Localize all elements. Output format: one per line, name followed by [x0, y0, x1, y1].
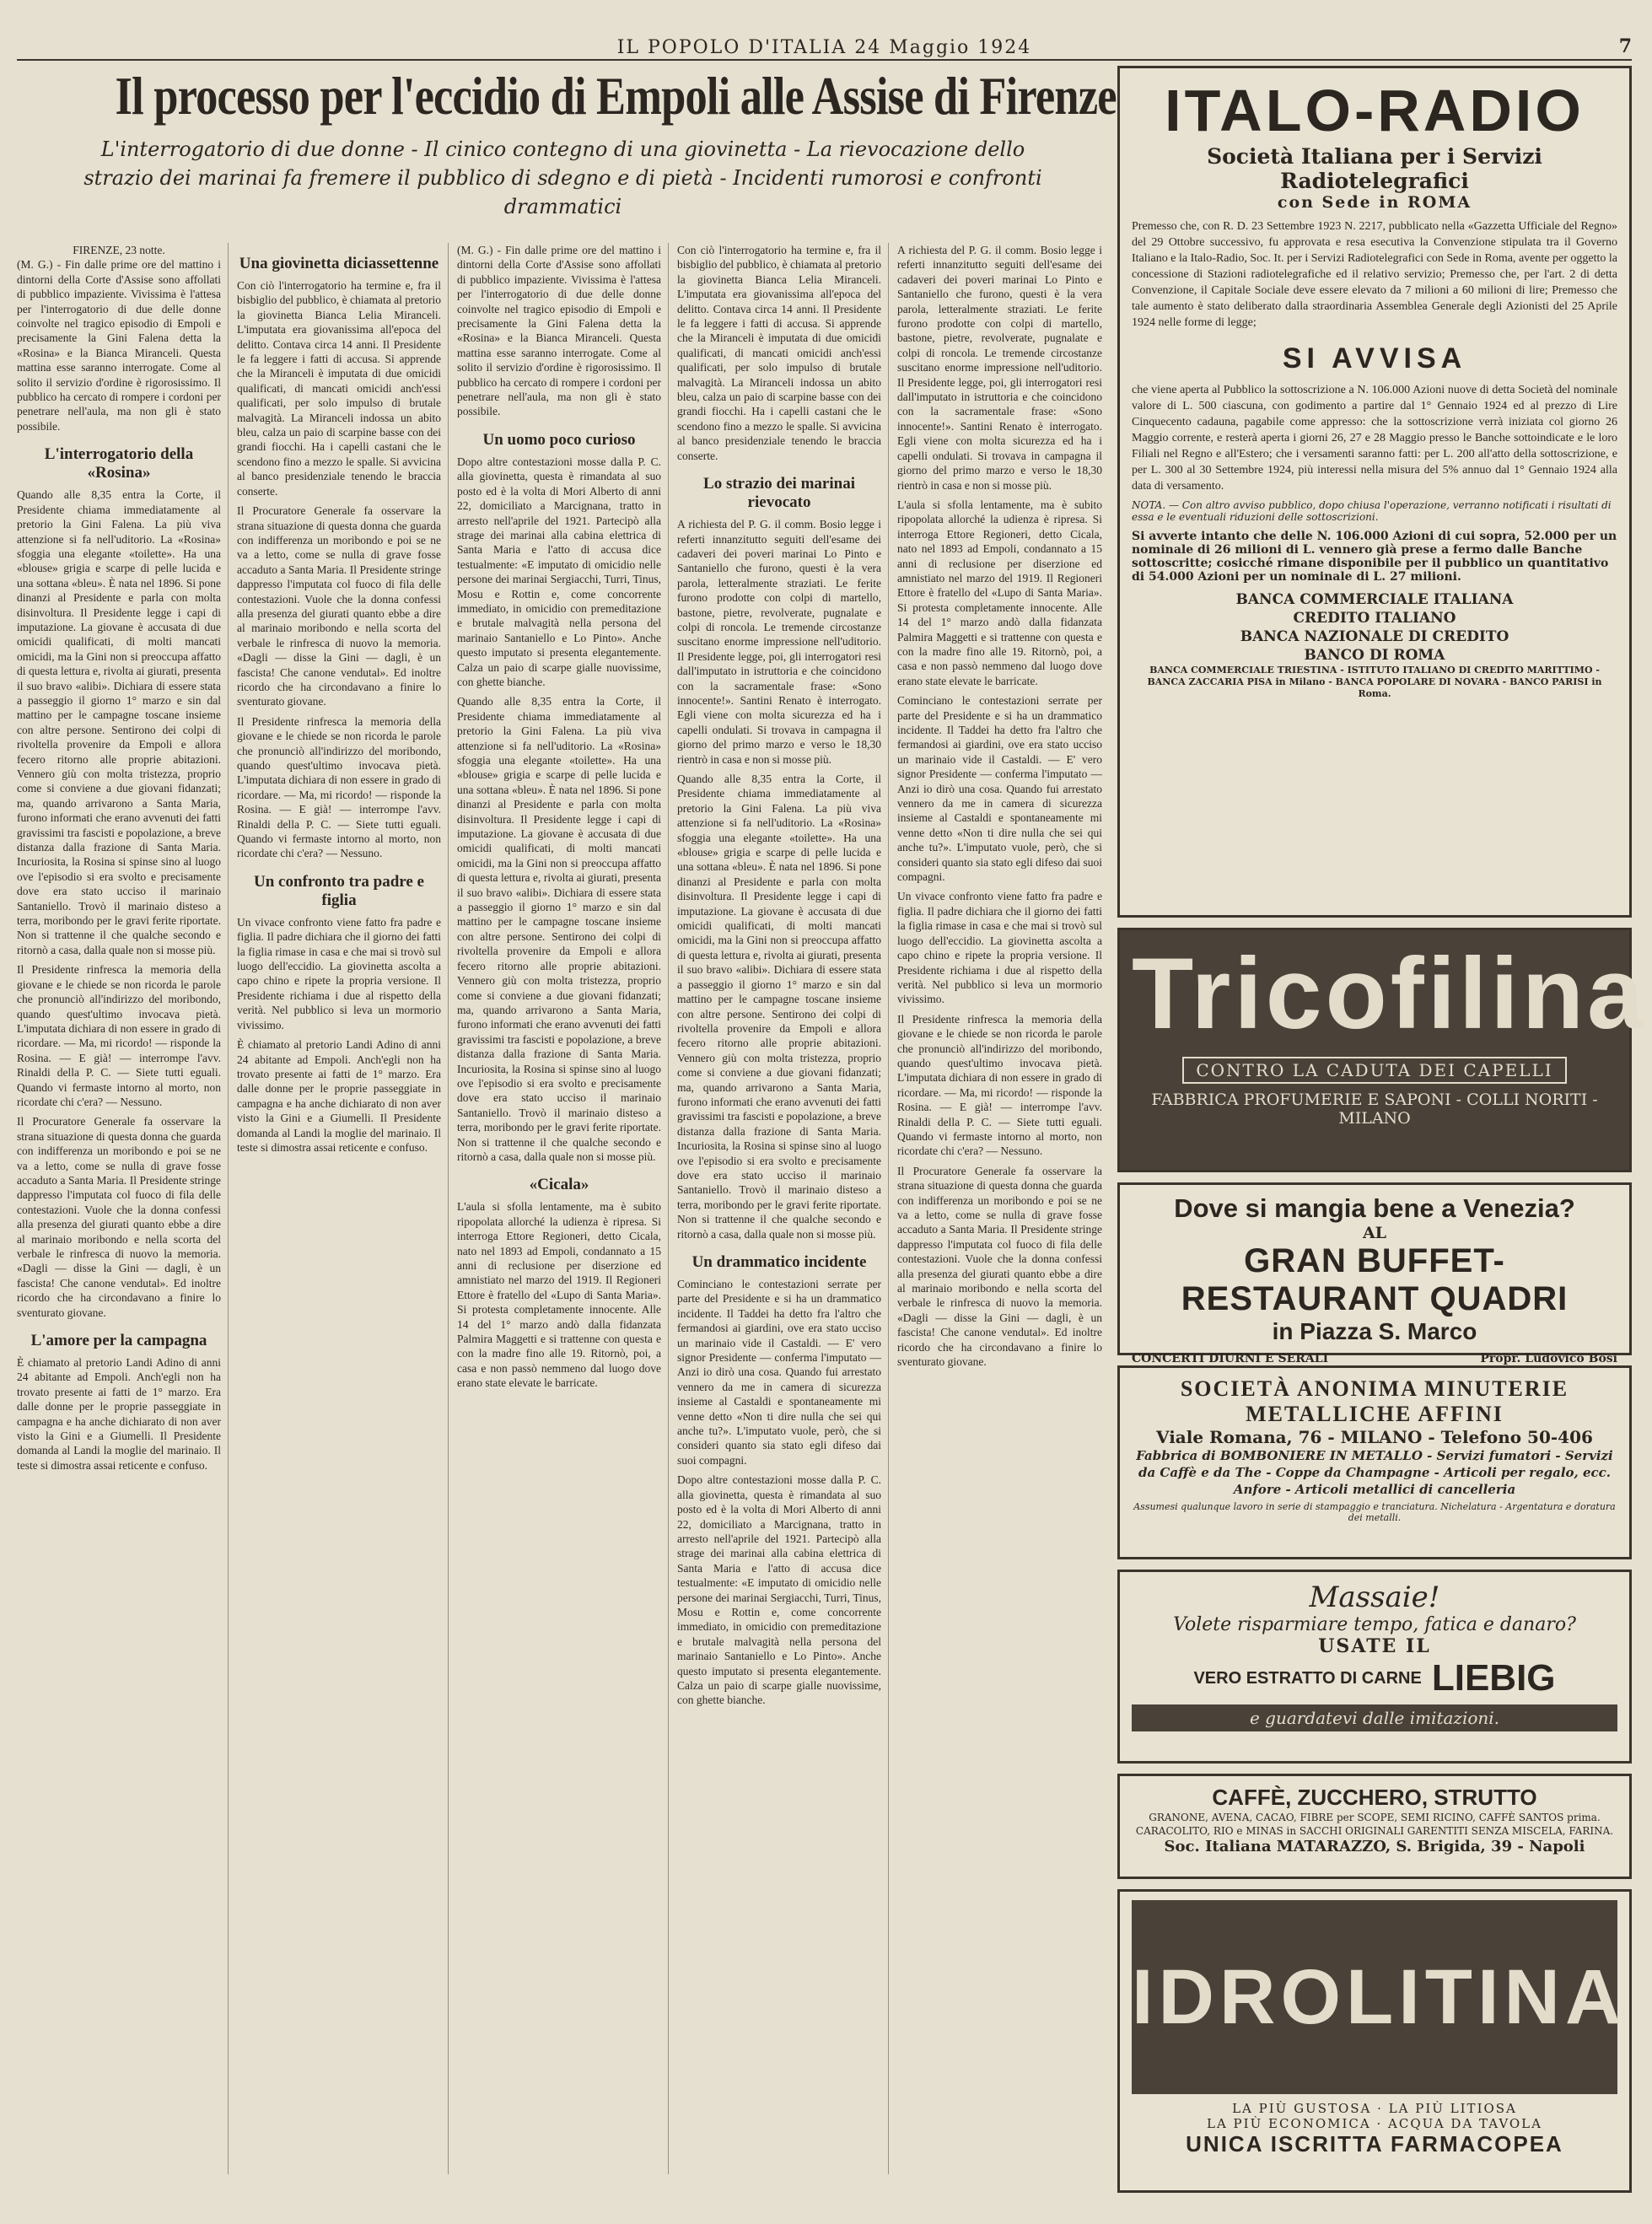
ad-liebig: [1117, 1570, 1632, 1764]
article-paragraph: Un vivace confronto viene fatto fra padre e figlia. Il padre dichiara che il giorno dei fatti la figlia rimase in casa e che mai si trovò sul luogo dell'eccidio. La giovinetta ascolta a capo chino e ripete la propria versione. Il Presidente richiama i due al rispetto della verità. Nel pubblico si leva un mormorio vivissimo.: [897, 890, 1102, 1006]
ad-title: CAFFÈ, ZUCCHERO, STRUTTO: [1212, 1785, 1537, 1810]
article-paragraph: Dopo altre contestazioni mosse dalla P. C. alla giovinetta, questa è rimandata al suo posto ed è la volta di Mori Alberto di anni 22, domiciliato a Marcignana, tratto in arresto nell'aprile del 1921. Partecipò alla strage dei marinai alla cabina elettrica di Santa Maria e l'atto di accusa dice testualmente: «E imputato di omicidio nelle persone dei marinai Sergiacchi, Turri, Tinus, Mosu e Rottin e, come concorrente immediato, in omicidio con premeditazione e brutale malvagità nella persona del marinaio Santaniello e Lo Pinto». Anche questo imputato si presenta elegantemente. Calza un paio di scarpe gialle nuovissime, con ghette bianche.: [677, 1473, 881, 1707]
section-title: Un confronto tra padre e figlia: [254, 872, 424, 909]
article-paragraph: Un vivace confronto viene fatto fra padre e figlia. Il padre dichiara che il giorno dei fatti la figlia rimase in casa e che mai si trovò sul luogo dell'eccidio. La giovinetta ascolta a capo chino e ripete la propria versione. Il Presidente richiama i due al rispetto della verità. Nel pubblico si leva un mormorio vivissimo.: [237, 915, 441, 1031]
ad-avvisa: SI AVVISA: [1282, 342, 1467, 374]
ad-brand: LIEBIG: [1431, 1657, 1556, 1699]
advertisements-column: [1117, 66, 1647, 2200]
article-paragraph: Il Presidente rinfresca la memoria della giovane e le chiede se non ricorda le parole che pronunciò all'indirizzo del moribondo, quando quest'ultimo invocava pietà. L'imputata dichiara di non essere in grado di ricordare. — Ma, mi ricordo! — risponde la Rosina. — E già! — interrompe l'avv. Rinaldi della P. C. — Siete tutti eguali. Quando vi fermaste intorno al morto, non ricordate chi c'era? — Nessuno.: [17, 963, 221, 1108]
ad-company-name: SOCIETÀ ANONIMA MINUTERIE METALLICHE AFFINI: [1180, 1376, 1569, 1426]
ad-quadri: [1117, 1182, 1632, 1365]
article-paragraph: È chiamato al pretorio Landi Adino di anni 24 abitante ad Empoli. Anch'egli non ha trovato presente ai fatti de 1° marzo. Era dalle donne per le proprie passeggiate in campagna e ha anche dichiarato di non aver visto la Gini e a Giumelli. Il Presidente domanda al Landi la moglie del marinaio. Il teste si dimostra assai reticente e confuso.: [237, 1038, 441, 1154]
ad-body: Premesso che, con R. D. 23 Settembre 1923 N. 2217, pubblicato nella «Gazzetta Ufficiale del Regno» del 29 Ottobre successivo, fu approvata e resa esecutiva la Convenzione stipulata tra il Governo Italiano e la Italo-Radio, Soc. It. per i Servizi Radiotelegrafici con Sede in Roma, avente per oggetto la concessione di Stazioni radiotelegrafiche ed il relativo servizio; Premesso che, per l'art. 2 di detta Convenzione, il Capitale Sociale deve essere elevato da 7 milioni a 60 milioni di lire; Premesso che tale aumento è stato deliberato dalla straordinaria Assemblea Generale degli Azionisti del 25 Aprile 1924 nelle forme di legge;: [1132, 220, 1617, 329]
ad-body: GRANONE, AVENA, CACAO, FIBRE per SCOPE, SEMI RICINO, CAFFÈ SANTOS prima. CARACOLITO, RIO e MINAS in SACCHI ORIGINALI GARENTITI SENZA MISCELA, FARINA.: [1135, 1812, 1614, 1837]
ad-subtitle: Società Italiana per i Servizi Radiotelegrafici: [1207, 144, 1542, 193]
page-number: 7: [1618, 35, 1632, 57]
article-paragraph: L'aula si sfolla lentamente, ma è subito ripopolata allorché la udienza è ripresa. Si interroga Ettore Regioneri, detto Cicala, nato nel 1893 ad Empoli, condannato a 15 anni di reclusione per diserzione ed amnistiato nel marzo del 1919. Il Regioneri Ettore è fratello del «Lupo di Santa Maria». Si protesta completamente innocente. Alle 14 del 1° marzo andò dalla fidanzata Palmira Maggetti e si trattenne con questa e con la madre fino alle 19. Ritornò, poi, a casa e non passò nemmeno dal luogo dove erano state elevate le barricate.: [897, 498, 1102, 687]
ad-al: AL: [1362, 1224, 1387, 1242]
ad-bank: BANCA COMMERCIALE ITALIANA: [1235, 591, 1514, 608]
section-title: Un drammatico incidente: [691, 1253, 867, 1271]
section-title: Lo strazio dei marinai rievocato: [703, 475, 855, 512]
masthead: [17, 34, 1632, 61]
ad-question: Dove si mangia bene a Venezia?: [1174, 1193, 1575, 1223]
ad-tricofilina: [1117, 928, 1647, 1172]
ad-tagline: CONTRO LA CADUTA DEI CAPELLI: [1182, 1057, 1566, 1084]
ad-massaie: Massaie!: [1309, 1580, 1440, 1614]
ad-liebig-row: [1132, 1657, 1617, 1699]
ad-sede: con Sede in ROMA: [1277, 193, 1472, 212]
ad-warning: e guardatevi dalle imitazioni.: [1132, 1704, 1617, 1731]
article-paragraph: Quando alle 8,35 entra la Corte, il Presidente chiama immediatamente al pretorio la Gini Falena. La più viva attenzione si fa nell'uditorio. La «Rosina» sfoggia una elegante «toilette». Ha una «blouse» grigia e scarpe di pelle lucida e una sottana «bleu». È nata nel 1896. Si pone dinanzi al Presidente e parla con molta disinvoltura. Il Presidente legge i capi di imputazione. La giovane è accusata di due omicidi qualificati, di molti mancati omicidi, ma la Gini non si preoccupa affatto di questa lettura e, rivolta ai giurati, presenta il suo bravo «alibi». Dichiara di essere stata a passeggio il giorno 1° marzo e sin dal mattino per le campagne toscane insieme con altre persone. Sentirono dei colpi di rivoltella provenire da Empoli e allora fecero ritorno alle proprie abitazioni. Vennero giù con molta tristezza, proprio come si conviene a due giovani fidanzati; ma, quando arrivarono a Santa Maria, furono informati che erano avvenuti dei fatti gravissimi tra fascisti e popolazione, a breve distanza dalla frazione di Santa Maria. Incuriosita, la Rosina si spinse sino al luogo ove l'episodio si era svolto e precisamente dove era stato ucciso il marinaio Santaniello. Trovò il marinaio disteso a terra, moribondo per le gravi ferite riportate. Non si trattenne il che qualche secondo e ritornò a casa, dalla quale non si mosse più.: [17, 488, 221, 956]
article-paragraph: Il Procuratore Generale fa osservare la strana situazione di questa donna che guarda con indifferenza un moribondo e poi se ne va a letto, come se nulla di grave fosse accaduto a Santa Maria. Il Presidente stringe dappresso l'imputata col fuoco di fila delle contestazioni. Vuole che la donna confessi alla presenza del giurati quanto ebbe a dire al marinaio moribondo e nella scorta del verbale le rinfresca di nuovo la memoria. «Dagli — disse la Gini — dagli, è un fascista! Che canone vendutal». Ed inoltre ricordo che ha circondavano a finire lo sventurato giovane.: [897, 1164, 1102, 1369]
article-paragraph: Con ciò l'interrogatorio ha termine e, fra il bisbiglio del pubblico, è chiamata al pretorio la giovinetta Bianca Lelia Miranceli. L'imputata era giovanissima all'epoca del delitto. Contava circa 14 anni. Il Presidente le fa leggere i fatti di accusa. Si apprende che la Miranceli è imputata di due omicidi qualificati, di mancati omicidi anch'essi qualificati, per solo impulso di brutale malvagità. La Miranceli indossa un abito bleu, calza un paio di scarpine basse con dei grandi fiocchi. Ha i capelli castani che le scendono fino a mezzo le spalle. Si avvicina al banco presidenziale tenendo le braccia conserte.: [237, 279, 441, 498]
ad-bold-notice: Si avverte intanto che delle N. 106.000 Azioni di cui sopra, 52.000 per un nominale di 26 milioni di L. vennero già prese a fermo dalle Banche sottoscritte; cosicché rimane disponibile per il pubblico un quantitativo di 54.000 Azioni per un nominale di L. 27 milioni.: [1132, 530, 1617, 584]
column-3: [457, 243, 669, 2174]
article: [17, 66, 1117, 2191]
column-5: [897, 243, 1109, 2174]
ad-note: NOTA. — Con altro avviso pubblico, dopo chiusa l'operazione, verranno notificati i risultati di essa e le eventuali riduzioni delle sottoscrizioni.: [1132, 499, 1612, 523]
ad-italo-radio: [1117, 66, 1632, 918]
ad-brand: IDROLITINA: [1132, 1900, 1617, 2094]
article-paragraph: (M. G.) - Fin dalle prime ore del mattino i dintorni della Corte d'Assise sono affollati di pubblico impaziente. Vivissima è l'attesa per l'interrogatorio di due delle donne coinvolte nel tragico episodio di Empoli e precisamente la Gini Falena detta la «Rosina» e la Bianca Miranceli. Questa mattina esse saranno interrogate. Come al solito il servizio d'ordine è rigorosissimo. Il pubblico ha cercato di rompere i cordoni per penetrare nell'aula, ma non gli è stato possibile.: [17, 258, 221, 433]
section-title: Un uomo poco curioso: [482, 430, 636, 449]
column-4: [677, 243, 889, 2174]
article-paragraph: Cominciano le contestazioni serrate per parte del Presidente e si ha un drammatico incidente. Il Taddei ha detto fra l'altro che fermandosi ai giardini, ove era stato ucciso un marinaio vide il Castaldi. — E' vero signor Presidente — conferma l'imputato — Anzi io dirò una cosa. Quando fui arrestato vennero da me in camera di sicurezza insieme al Castaldi e spontaneamente mi venne detto «Non ti dire nulla che sei qui anche tu?». L'imputato vuole, però, che si consideri quanto sia stato egli difeso dai suoi compagni.: [677, 1278, 881, 1467]
section-title: L'amore per la campagna: [30, 1332, 207, 1350]
ad-brand: ITALO-RADIO: [1165, 78, 1585, 143]
article-headline: Il processo per l'eccidio di Empoli alle Assise di Firenze: [115, 66, 1117, 126]
section-title: «Cicala»: [529, 1176, 589, 1194]
article-paragraph: Il Procuratore Generale fa osservare la strana situazione di questa donna che guarda con indifferenza un moribondo e poi se ne va a letto, come se nulla di grave fosse accaduto a Santa Maria. Il Presidente stringe dappresso l'imputata col fuoco di fila delle contestazioni. Vuole che la donna confessi alla presenza del giurati quanto ebbe a dire al marinaio moribondo e nella scorta del verbale le rinfresca di nuovo la memoria. «Dagli — disse la Gini — dagli, è un fascista! Che canone vendutal». Ed inoltre ricordo che ha circondavano a finire lo sventurato giovane.: [237, 504, 441, 708]
column-2: [237, 243, 449, 2174]
ad-small-print: Assumesi qualunque lavoro in serie di stampaggio e tranciatura. Nichelatura - Argentatura e doratura dei metalli.: [1133, 1501, 1616, 1523]
article-paragraph: È chiamato al pretorio Landi Adino di anni 24 abitante ad Empoli. Anch'egli non ha trovato presente ai fatti de 1° marzo. Era dalle donne per le proprie passeggiate in campagna e ha anche dichiarato di non aver visto la Gini e a Giumelli. Il Presidente domanda al Landi la moglie del marinaio. Il teste si dimostra assai reticente e confuso.: [17, 1356, 221, 1472]
column-1: [17, 243, 229, 2174]
article-paragraph: Quando alle 8,35 entra la Corte, il Presidente chiama immediatamente al pretorio la Gini Falena. La più viva attenzione si fa nell'uditorio. La «Rosina» sfoggia una elegante «toilette». Ha una «blouse» grigia e scarpe di pelle lucida e una sottana «bleu». È nata nel 1896. Si pone dinanzi al Presidente e parla con molta disinvoltura. Il Presidente legge i capi di imputazione. La giovane è accusata di due omicidi qualificati, di molti mancati omicidi, ma la Gini non si preoccupa affatto di questa lettura e, rivolta ai giurati, presenta il suo bravo «alibi». Dichiara di essere stata a passeggio il giorno 1° marzo e sin dal mattino per le campagne toscane insieme con altre persone. Sentirono dei colpi di rivoltella provenire da Empoli e allora fecero ritorno alle proprie abitazioni. Vennero giù con molta tristezza, proprio come si conviene a due giovani fidanzati; ma, quando arrivarono a Santa Maria, furono informati che erano avvenuti dei fatti gravissimi tra fascisti e popolazione, a breve distanza dalla frazione di Santa Maria. Incuriosita, la Rosina si spinse sino al luogo ove l'episodio si era svolto e precisamente dove era stato ucciso il marinaio Santaniello. Trovò il marinaio disteso a terra, moribondo per le gravi ferite riportate. Non si trattenne il che qualche secondo e ritornò a casa, dalla quale non si mosse più.: [457, 695, 661, 1163]
ad-concerts: CONCERTI DIURNI E SERALI: [1132, 1352, 1329, 1365]
ad-body: Fabbrica di BOMBONIERE IN METALLO - Servizi fumatori - Servizi da Caffè e da The - Coppe da Champagne - Articoli per regalo, ecc. Anfore - Articoli metallici di cancelleria: [1136, 1448, 1613, 1497]
ad-bank: BANCA NAZIONALE DI CREDITO: [1240, 628, 1509, 645]
dateline: FIRENZE, 23 notte.: [73, 244, 165, 256]
ad-small-print: BANCA COMMERCIALE TRIESTINA - ISTITUTO ITALIANO DI CREDITO MARITTIMO - BANCA ZACCARIA PISA in Milano - BANCA POPOLARE DI NOVARA - BANCO PARISI in Roma.: [1147, 665, 1602, 699]
article-paragraph: Con ciò l'interrogatorio ha termine e, fra il bisbiglio del pubblico, è chiamata al pretorio la giovinetta Bianca Lelia Miranceli. L'imputata era giovanissima all'epoca del delitto. Contava circa 14 anni. Il Presidente le fa leggere i fatti di accusa. Si apprende che la Miranceli è imputata di due omicidi qualificati, di mancati omicidi anch'essi qualificati, per solo impulso di brutale malvagità. La Miranceli indossa un abito bleu, calza un paio di scarpine basse con dei grandi fiocchi. Ha i capelli castani che le scendono fino a mezzo le spalle. Si avvicina al banco presidenziale tenendo le braccia conserte.: [677, 244, 881, 462]
article-paragraph: (M. G.) - Fin dalle prime ore del mattino i dintorni della Corte d'Assise sono affollati di pubblico impaziente. Vivissima è l'attesa per l'interrogatorio di due delle donne coinvolte nel tragico episodio di Empoli e precisamente la Gini Falena detta la «Rosina» e la Bianca Miranceli. Questa mattina esse saranno interrogate. Come al solito il servizio d'ordine è rigorosissimo. Il pubblico ha cercato di rompere i cordoni per penetrare nell'aula, ma non gli è stato possibile.: [457, 244, 661, 418]
ad-line-3: UNICA ISCRITTA FARMACOPEA: [1186, 2131, 1563, 2157]
ad-firm: Soc. Italiana MATARAZZO, S. Brigida, 39 - Napoli: [1164, 1838, 1585, 1855]
ad-owner: Propr. Ludovico Bosi: [1480, 1352, 1617, 1365]
article-columns: [17, 243, 1109, 2174]
ad-footer: [1132, 1352, 1617, 1365]
article-paragraph: A richiesta del P. G. il comm. Bosio legge i referti innanzitutto seguiti dell'esame dei cadaveri dei poveri marinai Lo Pinto e Santaniello che furono, questi è la vera parola, letteralmente straziati. Le ferite furono prodotte con colpi di martello, bastone, pietre, revolverate, pugnalate e colpi di roncola. Le tremende circostanze suscitano enorme impressione nell'uditorio. Il Presidente legge, poi, gli interrogatori resi dall'imputato in istruttoria e che coincidono con la sacramentale frase: «Sono innocente!». Santini Renato è interrogato. Egli viene con molta sicurezza ed ha i capelli ondulati. Si trovava in campagna il giorno del primo marzo e verso le 18,30 rientrò in casa e non si mosse più.: [677, 518, 881, 766]
ad-bank: BANCO DI ROMA: [1304, 647, 1445, 664]
ad-place: in Piazza S. Marco: [1272, 1318, 1477, 1344]
paper-title: IL POPOLO D'ITALIA 24 Maggio 1924: [616, 37, 1032, 58]
ad-idrolitina: [1117, 1889, 1632, 2193]
section-title: L'interrogatorio della «Rosina»: [44, 445, 194, 482]
article-paragraph: Il Procuratore Generale fa osservare la strana situazione di questa donna che guarda con indifferenza un moribondo e poi se ne va a letto, come se nulla di grave fosse accaduto a Santa Maria. Il Presidente stringe dappresso l'imputata col fuoco di fila delle contestazioni. Vuole che la donna confessi alla presenza del giurati quanto ebbe a dire al marinaio moribondo e nella scorta del verbale le rinfresca di nuovo la memoria. «Dagli — disse la Gini — dagli, è un fascista! Che canone vendutal». Ed inoltre ricordo che ha circondavano a finire lo sventurato giovane.: [17, 1115, 221, 1319]
ad-maker: FABBRICA PROFUMERIE E SAPONI - COLLI NORITI - MILANO: [1151, 1090, 1598, 1128]
article-paragraph: Quando alle 8,35 entra la Corte, il Presidente chiama immediatamente al pretorio la Gini Falena. La più viva attenzione si fa nell'uditorio. La «Rosina» sfoggia una elegante «toilette». Ha una «blouse» grigia e scarpe di pelle lucida e una sottana «bleu». È nata nel 1896. Si pone dinanzi al Presidente e parla con molta disinvoltura. Il Presidente legge i capi di imputazione. La giovane è accusata di due omicidi qualificati, di molti mancati omicidi, ma la Gini non si preoccupa affatto di questa lettura e, rivolta ai giurati, presenta il suo bravo «alibi». Dichiara di essere stata a passeggio il giorno 1° marzo e sin dal mattino per le campagne toscane insieme con altre persone. Sentirono dei colpi di rivoltella provenire da Empoli e allora fecero ritorno alle proprie abitazioni. Vennero giù con molta tristezza, proprio come si conviene a due giovani fidanzati; ma, quando arrivarono a Santa Maria, furono informati che erano avvenuti dei fatti gravissimi tra fascisti e popolazione, a breve distanza dalla frazione di Santa Maria. Incuriosita, la Rosina si spinse sino al luogo ove l'episodio si era svolto e precisamente dove era stato ucciso il marinaio Santaniello. Trovò il marinaio disteso a terra, moribondo per le gravi ferite riportate. Non si trattenne il che qualche secondo e ritornò a casa, dalla quale non si mosse più.: [677, 773, 881, 1241]
section-title: Una giovinetta diciassettenne: [239, 255, 439, 272]
ad-restaurant-name: GRAN BUFFET-RESTAURANT QUADRI: [1181, 1242, 1569, 1317]
article-paragraph: L'aula si sfolla lentamente, ma è subito ripopolata allorché la udienza è ripresa. Si interroga Ettore Regioneri, detto Cicala, nato nel 1893 ad Empoli, condannato a 15 anni di reclusione per diserzione ed amnistiato nel marzo del 1919. Il Regioneri Ettore è fratello del «Lupo di Santa Maria». Si protesta completamente innocente. Alle 14 del 1° marzo andò dalla fidanzata Palmira Maggetti e si trattenne con questa e con la madre fino alle 19. Ritornò, poi, a casa e non passò nemmeno dal luogo dove erano state elevate le barricate.: [457, 1200, 661, 1390]
article-subheadline: L'interrogatorio di due donne - Il cinico contegno di una giovinetta - La rievocazione dello strazio dei marinai fa fremere il pubblico di sdegno e di pietà - Incidenti rumorosi e confronti drammatici: [83, 137, 1042, 218]
ad-line-1: LA PIÙ GUSTOSA · LA PIÙ LITIOSA: [1232, 2101, 1517, 2116]
article-paragraph: Cominciano le contestazioni serrate per parte del Presidente e si ha un drammatico incidente. Il Taddei ha detto fra l'altro che fermandosi ai giardini, ove era stato ucciso un marinaio vide il Castaldi. — E' vero signor Presidente — conferma l'imputato — Anzi io dirò una cosa. Quando fui arrestato vennero da me in camera di sicurezza insieme al Castaldi e spontaneamente mi venne detto «Non ti dire nulla che sei qui anche tu?». L'imputato vuole, però, che si consideri quanto sia stato egli difeso dai suoi compagni.: [897, 694, 1102, 884]
ad-slogan: Volete risparmiare tempo, fatica e danaro?: [1173, 1614, 1576, 1635]
ad-line-2: LA PIÙ ECONOMICA · ACQUA DA TAVOLA: [1207, 2116, 1542, 2131]
article-paragraph: Il Presidente rinfresca la memoria della giovane e le chiede se non ricorda le parole che pronunciò all'indirizzo del moribondo, quando quest'ultimo invocava pietà. L'imputata dichiara di non essere in grado di ricordare. — Ma, mi ricordo! — risponde la Rosina. — E già! — interrompe l'avv. Rinaldi della P. C. — Siete tutti eguali. Quando vi fermaste intorno al morto, non ricordate chi c'era? — Nessuno.: [237, 714, 441, 860]
ad-body-2: che viene aperta al Pubblico la sottoscrizione a N. 106.000 Azioni nuove di detta Società del nominale valore di L. 500 ciascuna, con godimento a partire dal 1° Gennaio 1924 ed al prezzo di Lire Cinquecento cadauna, pagabile come appresso: che la sottoscrizione verrà iniziata col giorno 26 Maggio corrente, e resterà aperta i giorni 26, 27 e 28 Maggio presso le Banche sottoindicate e le loro Filiali nel Regno e all'Estero; che i versamenti saranno fatti: per L. 200 all'atto della sottoscrizione, e per L. 300 al 30 Settembre 1924, più interessi nella misura del 5% annuo dal 1° Gennaio 1924 alla data di versamento.: [1132, 384, 1617, 493]
ad-matarazzo: [1117, 1774, 1632, 1879]
ad-address: Viale Romana, 76 - MILANO - Telefono 50-406: [1156, 1427, 1593, 1447]
article-paragraph: Il Presidente rinfresca la memoria della giovane e le chiede se non ricorda le parole che pronunciò all'indirizzo del moribondo, quando quest'ultimo invocava pietà. L'imputata dichiara di non essere in grado di ricordare. — Ma, mi ricordo! — risponde la Rosina. — E già! — interrompe l'avv. Rinaldi della P. C. — Siete tutti eguali. Quando vi fermaste intorno al morto, non ricordate chi c'era? — Nessuno.: [897, 1012, 1102, 1158]
ad-product: VERO ESTRATTO DI CARNE: [1193, 1668, 1422, 1688]
article-paragraph: A richiesta del P. G. il comm. Bosio legge i referti innanzitutto seguiti dell'esame dei cadaveri dei poveri marinai Lo Pinto e Santaniello che furono, questi è la vera parola, letteralmente straziati. Le ferite furono prodotte con colpi di martello, bastone, pietre, revolverate, pugnalate e colpi di roncola. Le tremende circostanze suscitano enorme impressione nell'uditorio. Il Presidente legge, poi, gli interrogatori resi dall'imputato in istruttoria e che coincidono con la sacramentale frase: «Sono innocente!». Santini Renato è interrogato. Egli viene con molta sicurezza ed ha i capelli ondulati. Si trovava in campagna il giorno del primo marzo e verso le 18,30 rientrò in casa e non si mosse più.: [897, 244, 1102, 492]
ad-minuterie-metalliche: [1117, 1365, 1632, 1559]
ad-bank: CREDITO ITALIANO: [1293, 610, 1456, 627]
ad-usate: USATE IL: [1318, 1635, 1431, 1657]
article-paragraph: Dopo altre contestazioni mosse dalla P. C. alla giovinetta, questa è rimandata al suo posto ed è la volta di Mori Alberto di anni 22, domiciliato a Marcignana, tratto in arresto nell'aprile del 1921. Partecipò alla strage dei marinai alla cabina elettrica di Santa Maria e l'atto di accusa dice testualmente: «E imputato di omicidio nelle persone dei marinai Sergiacchi, Turri, Tinus, Mosu e Rottin e, come concorrente immediato, in omicidio con premeditazione e brutale malvagità nella persona del marinaio Santaniello e Lo Pinto». Anche questo imputato si presenta elegantemente. Calza un paio di scarpe gialle nuovissime, con ghette bianche.: [457, 455, 661, 688]
ad-brand: Tricofilina: [1132, 937, 1647, 1050]
